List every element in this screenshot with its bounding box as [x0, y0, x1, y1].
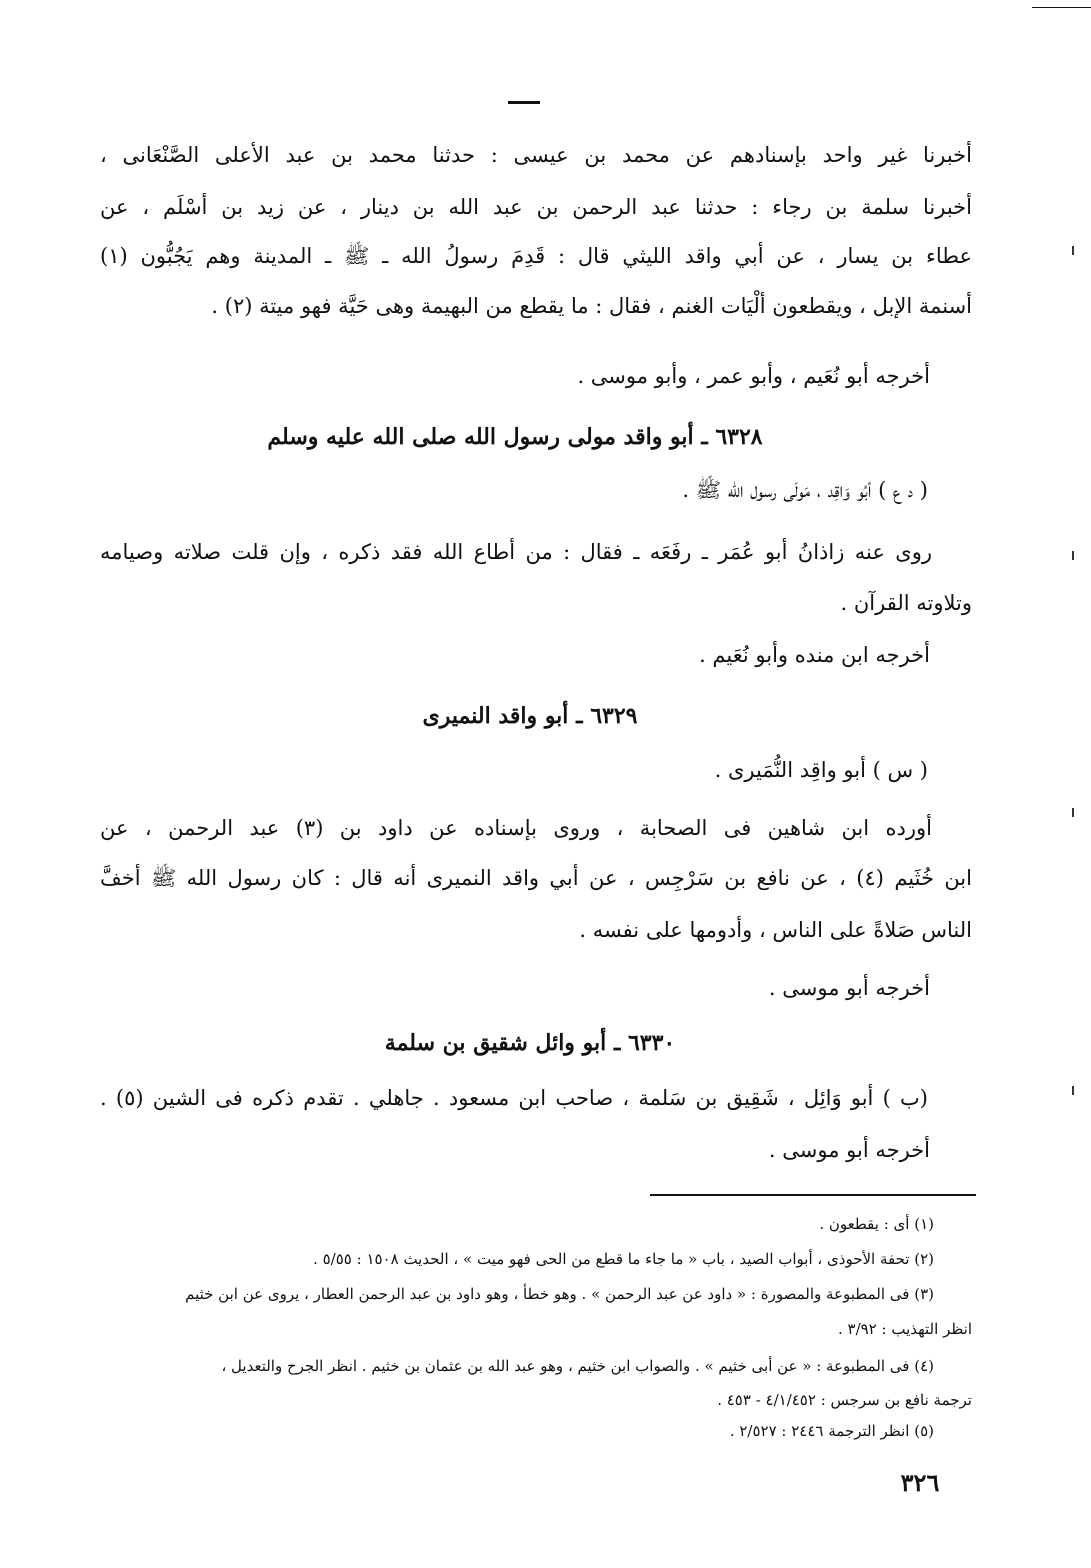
page-number: ٣٢٦	[900, 1468, 940, 1497]
margin-mark	[1072, 246, 1074, 255]
entry-6329-title: ٦٣٢٩ ـ أبو واقد النميرى	[422, 703, 638, 729]
entry-6328-line-2: روى عنه زاذانُ أبو عُمَر ـ رفَعَه ـ فقال : من أطاع الله فقد ذكره ، وإن قلت صلاته وصيامه	[100, 540, 932, 564]
entry-6330-attribution: أخرجه أبو موسى .	[768, 1138, 930, 1162]
entry-6329-line-3: ابن خُثَيم (٤) ، عن نافع بن سَرْجِس ، عن أبي واقد النميرى أنه قال : كان رسول الله ﷺ أخفَّ	[100, 866, 972, 890]
header-dash	[508, 101, 540, 104]
entry-6330-title: ٦٣٣٠ ـ أبو وائل شقيق بن سلمة	[384, 1030, 676, 1056]
entry-6328-attribution: أخرجه ابن منده وأبو نُعَيم .	[699, 643, 930, 667]
footnote-3-cont: انظر التهذيب : ٣/٩٢ .	[837, 1320, 972, 1338]
entry-6329-line-1: ( س ) أبو واقِد النُّمَيرى .	[714, 758, 928, 782]
top-right-rule	[1032, 7, 1091, 8]
footnote-1: (١) أى : يقطعون .	[819, 1215, 934, 1233]
margin-mark	[1072, 808, 1074, 817]
intro-line-1: أخبرنا غير واحد بإسنادهم عن محمد بن عيسى : حدثنا محمد بن عبد الأعلى الصَّنْعَانى ،	[100, 143, 972, 167]
entry-6330-line-1: (ب ) أبو وَائِل ، شَقِيق بن سَلمة ، صاحب ابن مسعود . جاهلي . تقدم ذكره فى الشين (٥) .	[100, 1086, 928, 1110]
footnote-4-cont: ترجمة نافع بن سرجس : ٤/١/٤٥٢ - ٤٥٣ .	[717, 1391, 972, 1409]
entry-6328-title: ٦٣٢٨ ـ أبو واقد مولى رسول الله صلى الله عليه وسلم	[267, 424, 763, 450]
entry-6329-attribution: أخرجه أبو موسى .	[768, 976, 930, 1000]
footnote-separator	[650, 1194, 976, 1196]
intro-line-3: عطاء بن يسار ، عن أبي واقد الليثي قال : قَدِمَ رسولُ الله ـ ﷺ ـ المدينة وهم يَجُبُّون (١)	[100, 244, 972, 268]
margin-mark	[1072, 551, 1074, 560]
footnote-5: (٥) انظر الترجمة ٢٤٤٦ : ٢/٥٢٧ .	[729, 1422, 934, 1440]
footnote-3: (٣) فى المطبوعة والمصورة : « داود عن عبد الرحمن » . وهو خطأ ، وهو داود بن عبد الرحمن العطار ، يروى عن ابن خثيم	[185, 1285, 934, 1303]
entry-6329-line-2: أورده ابن شاهين فى الصحابة ، وروى بإسناده عن داود بن (٣) عبد الرحمن ، عن	[100, 816, 932, 840]
intro-attribution: أخرجه أبو نُعَيم ، وأبو عمر ، وأبو موسى .	[577, 364, 930, 388]
footnote-2: (٢) تحفة الأحوذى ، أبواب الصيد ، باب « ما جاء ما قطع من الحى فهو ميت » ، الحديث ١٥٠٨ : ٥/٥٥ .	[313, 1250, 934, 1268]
entry-6329-line-4: الناس صَلاةً على الناس ، وأدومها على نفسه .	[579, 918, 972, 942]
entry-6328-line-1: ( د ع ) أبُو وَاقِد ، مَولَى رسول الله ﷺ .	[682, 478, 928, 502]
intro-line-4: أسنمة الإبل ، ويقطعون ألْيَات الغنم ، فقال : ما يقطع من البهيمة وهى حَيَّة فهو ميتة (٢) .	[211, 294, 972, 318]
entry-6328-line-3: وتلاوته القرآن .	[840, 591, 972, 615]
intro-line-2: أخبرنا سلمة بن رجاء : حدثنا عبد الرحمن بن عبد الله بن دينار ، عن زيد بن أسْلَم ، عن	[100, 195, 972, 219]
margin-mark	[1072, 1086, 1074, 1095]
footnote-4: (٤) فى المطبوعة : « عن أبى خثيم » . والصواب ابن خثيم ، وهو عبد الله بن عثمان بن خثيم . انظر الجرح والتعديل ،	[221, 1357, 934, 1375]
